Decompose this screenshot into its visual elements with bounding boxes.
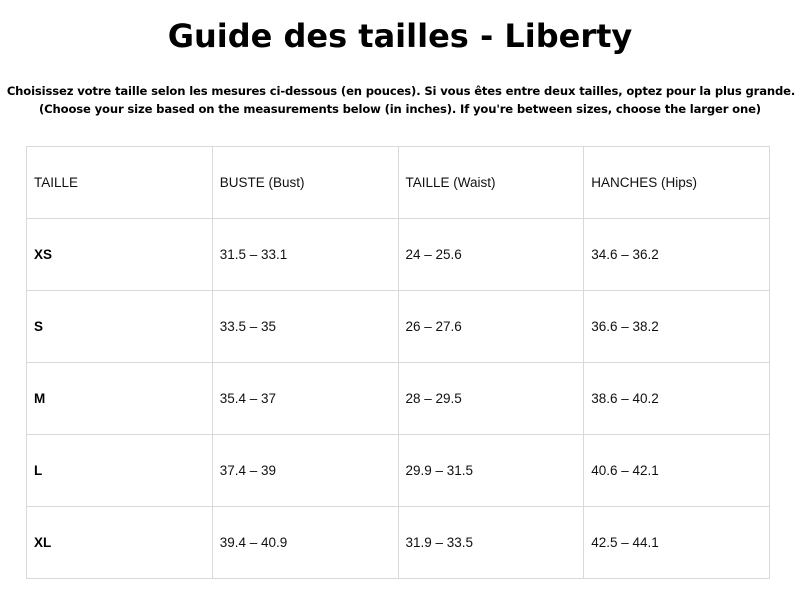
bust-value: 35.4 – 37 — [212, 363, 398, 435]
hips-value: 36.6 – 38.2 — [584, 291, 770, 363]
header-bust: BUSTE (Bust) — [212, 147, 398, 219]
waist-value: 28 – 29.5 — [398, 363, 584, 435]
hips-value: 34.6 – 36.2 — [584, 219, 770, 291]
table-row-xl — [27, 507, 770, 579]
table-row-s — [27, 291, 770, 363]
bust-value: 39.4 – 40.9 — [212, 507, 398, 579]
size-label: M — [27, 363, 213, 435]
waist-value: 29.9 – 31.5 — [398, 435, 584, 507]
size-label: L — [27, 435, 213, 507]
instructions-english: (Choose your size based on the measurements below (in inches). If you're between sizes, choose the larger one) — [39, 102, 761, 116]
waist-value: 24 – 25.6 — [398, 219, 584, 291]
table-header-row — [27, 147, 770, 219]
table-row-m — [27, 363, 770, 435]
bust-value: 37.4 – 39 — [212, 435, 398, 507]
table-row-xs — [27, 219, 770, 291]
header-waist: TAILLE (Waist) — [398, 147, 584, 219]
size-label: XS — [27, 219, 213, 291]
hips-value: 40.6 – 42.1 — [584, 435, 770, 507]
hips-value: 42.5 – 44.1 — [584, 507, 770, 579]
header-hips: HANCHES (Hips) — [584, 147, 770, 219]
bust-value: 31.5 – 33.1 — [212, 219, 398, 291]
bust-value: 33.5 – 35 — [212, 291, 398, 363]
header-size: TAILLE — [27, 147, 213, 219]
page-title: Guide des tailles - Liberty — [167, 17, 633, 55]
waist-value: 26 – 27.6 — [398, 291, 584, 363]
instructions-french: Choisissez votre taille selon les mesures ci-dessous (en pouces). Si vous êtes entre deux tailles, optez pour la plus grande. — [6, 84, 796, 98]
size-label: XL — [27, 507, 213, 579]
table-row-l — [27, 435, 770, 507]
size-guide-instructions — [0, 82, 800, 118]
hips-value: 38.6 – 40.2 — [584, 363, 770, 435]
size-chart-table — [26, 146, 770, 579]
waist-value: 31.9 – 33.5 — [398, 507, 584, 579]
size-label: S — [27, 291, 213, 363]
